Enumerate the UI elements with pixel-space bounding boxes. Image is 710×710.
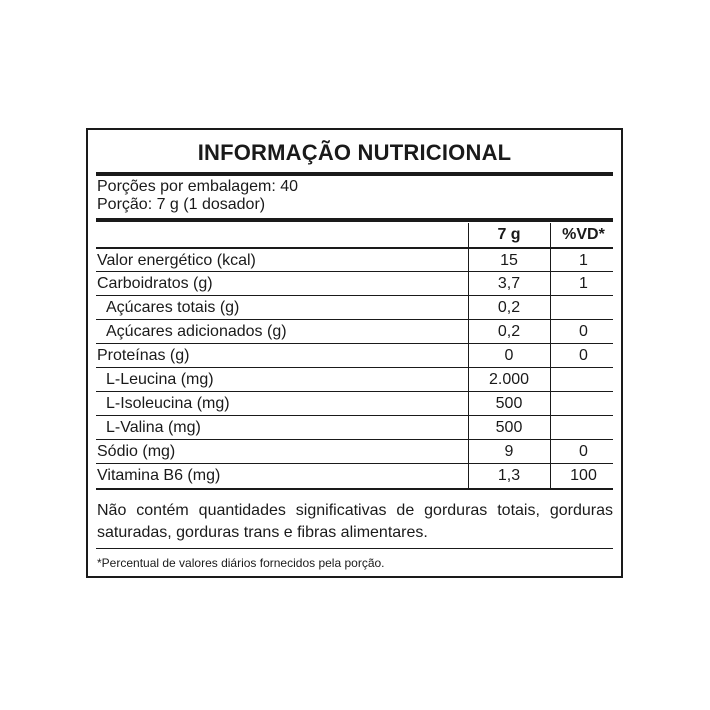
nutrient-row	[96, 367, 613, 392]
nutrient-row	[96, 343, 613, 368]
nutrient-amount: 2.000	[488, 371, 530, 388]
nutrient-row	[96, 271, 613, 296]
nutrient-amount: 15	[500, 252, 518, 269]
dv-footnote: *Percentual de valores diários fornecidos pela porção.	[97, 556, 385, 570]
note-divider	[96, 548, 613, 549]
nutrient-label: L-Leucina (mg)	[106, 371, 214, 388]
column-header-amount: 7 g	[497, 226, 521, 243]
column-divider-amount	[468, 223, 469, 488]
servings-per-package: Porções por embalagem: 40	[97, 178, 298, 195]
nutrient-dv: 0	[579, 323, 588, 340]
nutrient-dv: 1	[579, 252, 588, 269]
nutrient-row	[96, 439, 613, 464]
nutrient-row	[96, 247, 613, 273]
portion-size: Porção: 7 g (1 dosador)	[97, 196, 266, 213]
nutrient-label: Carboidratos (g)	[97, 275, 213, 292]
table-bottom-divider	[96, 488, 613, 490]
nutrient-row	[96, 319, 613, 344]
column-header-dv: %VD*	[562, 226, 605, 243]
column-divider-dv	[550, 223, 551, 488]
nutrient-amount: 1,3	[497, 467, 521, 484]
nutrient-amount: 0,2	[497, 299, 521, 316]
nutrient-label: Açúcares adicionados (g)	[106, 323, 287, 340]
nutrient-row	[96, 415, 613, 440]
nutrient-dv: 0	[579, 347, 588, 364]
nutrient-label: Sódio (mg)	[97, 443, 176, 460]
nutrient-label: Valor energético (kcal)	[97, 252, 256, 269]
nutrient-amount: 0,2	[497, 323, 521, 340]
nutrient-dv: 1	[579, 275, 588, 292]
nutrient-amount: 0	[504, 347, 514, 364]
nutrient-dv: 100	[570, 467, 597, 484]
nutrient-row	[96, 463, 613, 488]
title-divider	[96, 172, 613, 176]
nutrient-label: Proteínas (g)	[97, 347, 190, 364]
not-significant-note: Não contém quantidades significativas de gorduras totais, gorduras saturadas, gorduras trans e fibras alimentares.	[97, 502, 613, 541]
nutrient-amount: 9	[504, 443, 514, 460]
nutrient-label: L-Valina (mg)	[106, 419, 201, 436]
nutrient-label: Açúcares totais (g)	[106, 299, 240, 316]
nutrient-row	[96, 295, 613, 320]
nutrient-label: Vitamina B6 (mg)	[97, 467, 221, 484]
nutrient-amount: 3,7	[497, 275, 521, 292]
nutrient-amount: 500	[495, 395, 523, 412]
servings-divider	[96, 218, 613, 222]
nutrient-row	[96, 391, 613, 416]
nutrient-label: L-Isoleucina (mg)	[106, 395, 230, 412]
nutrient-amount: 500	[495, 419, 523, 436]
nutrient-dv: 0	[579, 443, 588, 460]
panel-title: INFORMAÇÃO NUTRICIONAL	[197, 140, 512, 165]
nutrition-facts-panel	[86, 128, 623, 578]
